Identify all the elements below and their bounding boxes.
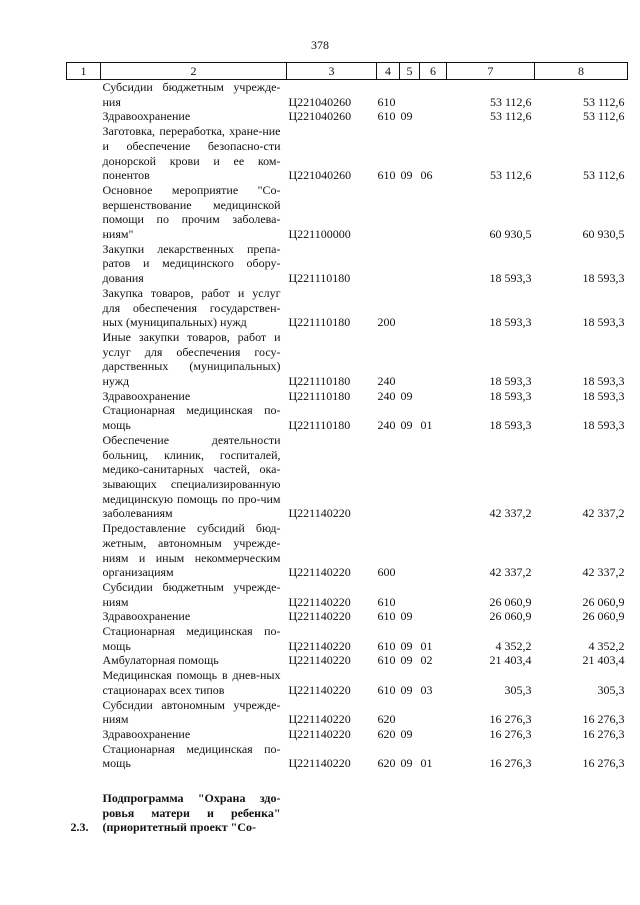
section-row: [67, 791, 628, 835]
section-title: Подпрограмма "Охрана здо-ровья матери и ребенка" (приоритетный проект "Со-: [102, 791, 281, 835]
row-v7: 53 112,6: [489, 94, 532, 109]
row-c5: 09: [400, 418, 413, 433]
row-v8: 21 403,4: [582, 653, 625, 668]
row-c5: [400, 698, 420, 727]
row-c6: [420, 433, 447, 521]
row-code: Ц221140220: [288, 726, 351, 741]
row-number-cell: [67, 286, 101, 330]
row-c4: 610: [377, 682, 396, 697]
column-header: 3: [287, 63, 377, 80]
row-number-cell: [67, 330, 101, 389]
column-header: 8: [535, 63, 628, 80]
row-v7: 26 060,9: [489, 609, 532, 624]
row-c5: [400, 433, 420, 521]
row-c4: 610: [377, 168, 396, 183]
row-number-cell: [67, 389, 101, 404]
row-name: Иные закупки товаров, работ и услуг для обеспечения госу-дарственных (муниципальных) нужд: [102, 329, 281, 389]
row-c4: 620: [377, 712, 396, 727]
row-c4: 610: [377, 609, 396, 624]
table-row: [67, 330, 628, 389]
row-c5: 09: [400, 109, 413, 124]
row-c5: [400, 286, 420, 330]
row-number-cell: [67, 727, 101, 742]
row-c5: 09: [400, 388, 413, 403]
row-v8: 53 112,6: [582, 109, 625, 124]
column-header: 4: [377, 63, 400, 80]
table-row: [67, 433, 628, 521]
row-number-cell: [67, 624, 101, 653]
row-name: Здравоохранение: [102, 109, 191, 124]
row-v8: 305,3: [597, 682, 625, 697]
row-c6: [420, 698, 447, 727]
row-c4: 610: [377, 594, 396, 609]
row-c4: 240: [377, 418, 396, 433]
row-name: Субсидии автономным учрежде-ниям: [102, 697, 281, 727]
row-name: Здравоохранение: [102, 388, 191, 403]
row-v8: 16 276,3: [582, 726, 625, 741]
column-header: 5: [400, 63, 420, 80]
row-name: Стационарная медицинская по-мощь: [102, 403, 281, 433]
table-row: [67, 242, 628, 286]
row-c5: 09: [400, 682, 413, 697]
row-code: Ц221040260: [288, 168, 352, 183]
row-code: Ц221140220: [288, 594, 351, 609]
row-name: Амбулаторная помощь: [102, 653, 219, 668]
table-row: [67, 521, 628, 580]
row-c6: 06: [420, 168, 433, 183]
row-v7: 26 060,9: [489, 594, 532, 609]
row-v7: 18 593,3: [489, 388, 532, 403]
row-v8: 26 060,9: [582, 609, 625, 624]
row-number-cell: [67, 183, 101, 242]
row-c6: [420, 109, 447, 124]
row-v8: 53 112,6: [582, 94, 625, 109]
row-c6: [420, 727, 447, 742]
row-number-cell: [67, 124, 101, 183]
row-v7: 18 593,3: [489, 315, 532, 330]
row-name: Основное мероприятие "Со-вершенствование медицинской помощи по прочим заболева-ниям": [102, 182, 281, 242]
table-row: [67, 580, 628, 609]
row-c6: 02: [420, 653, 433, 668]
row-code: Ц221110180: [288, 271, 351, 286]
row-v7: 42 337,2: [489, 565, 532, 580]
row-c5: 09: [400, 609, 413, 624]
table-row: [67, 389, 628, 404]
row-c4: 610: [377, 653, 396, 668]
row-code: Ц221110180: [288, 374, 351, 389]
row-code: Ц221140220: [288, 756, 351, 771]
row-v7: 18 593,3: [489, 374, 532, 389]
row-c4: 600: [377, 565, 396, 580]
row-c6: 01: [420, 638, 433, 653]
table-row: [67, 742, 628, 771]
row-v7: 16 276,3: [489, 756, 532, 771]
row-v8: 60 930,5: [582, 227, 625, 242]
column-header: 7: [447, 63, 535, 80]
row-c5: 09: [400, 168, 413, 183]
row-c5: 09: [400, 653, 413, 668]
row-name: Закупки лекарственных препа-ратов и медицинского обору-дования: [102, 241, 281, 286]
row-v8: 18 593,3: [582, 388, 625, 403]
column-header: 6: [420, 63, 447, 80]
row-v8: 26 060,9: [582, 594, 625, 609]
row-v8: 42 337,2: [582, 565, 625, 580]
table-row: [67, 80, 628, 110]
row-c5: [400, 330, 420, 389]
row-v8: 18 593,3: [582, 315, 625, 330]
row-number-cell: [67, 698, 101, 727]
row-v8: 18 593,3: [582, 374, 625, 389]
section-spacer: [67, 771, 628, 791]
row-v7: 305,3: [504, 682, 532, 697]
row-c5: [400, 580, 420, 609]
row-code: Ц221140220: [288, 565, 351, 580]
row-name: Закупка товаров, работ и услуг для обеспечения государствен-ных (муниципальных) нужд: [102, 285, 281, 330]
row-c6: 03: [420, 682, 433, 697]
row-v7: 16 276,3: [489, 712, 532, 727]
table-row: [67, 698, 628, 727]
row-v7: 18 593,3: [489, 418, 532, 433]
row-v7: 60 930,5: [489, 227, 532, 242]
table-row: [67, 624, 628, 653]
row-v8: 18 593,3: [582, 418, 625, 433]
row-name: Медицинская помощь в днев-ных стационарах всех типов: [102, 668, 281, 697]
row-c6: [420, 521, 447, 580]
row-code: Ц221140220: [288, 638, 351, 653]
table-row: [67, 609, 628, 624]
row-c4: [377, 433, 400, 521]
row-c5: 09: [400, 726, 413, 741]
row-v8: 53 112,6: [582, 168, 625, 183]
row-code: Ц221110180: [288, 418, 351, 433]
row-c6: [420, 609, 447, 624]
table-row: [67, 109, 628, 124]
row-code: Ц221040260: [288, 94, 352, 109]
table-row: [67, 727, 628, 742]
row-code: Ц221040260: [288, 109, 352, 124]
row-c5: [400, 521, 420, 580]
row-name: Стационарная медицинская по-мощь: [102, 741, 281, 771]
row-c4: [377, 242, 400, 286]
row-number-cell: [67, 80, 101, 110]
row-v7: 18 593,3: [489, 271, 532, 286]
row-code: Ц221140220: [288, 653, 351, 668]
row-c6: [420, 183, 447, 242]
row-v8: 18 593,3: [582, 271, 625, 286]
row-v8: 42 337,2: [582, 506, 625, 521]
row-number-cell: [67, 521, 101, 580]
table-row: [67, 124, 628, 183]
row-c5: 09: [400, 756, 413, 771]
table-header-row: [67, 63, 628, 80]
row-c6: [420, 330, 447, 389]
section-number: 2.3.: [70, 820, 89, 835]
row-number-cell: [67, 403, 101, 432]
row-v7: 42 337,2: [489, 506, 532, 521]
row-code: Ц221140220: [288, 609, 351, 624]
row-code: Ц221100000: [288, 227, 351, 242]
table-row: [67, 653, 628, 668]
row-c6: [420, 80, 447, 110]
row-name: Заготовка, переработка, хране-ние и обеспечение безопасно-сти донорской крови и ее ком-понентов: [102, 124, 281, 183]
table-row: [67, 668, 628, 697]
row-code: Ц221140220: [288, 506, 351, 521]
row-c4: 610: [377, 94, 396, 109]
table-row: [67, 403, 628, 432]
row-c4: 200: [377, 315, 396, 330]
column-header: 2: [101, 63, 287, 80]
row-number-cell: [67, 580, 101, 609]
row-c5: [400, 183, 420, 242]
table-row: [67, 183, 628, 242]
row-c6: [420, 580, 447, 609]
row-c5: [400, 80, 420, 110]
row-code: Ц221140220: [288, 712, 351, 727]
row-c4: 610: [377, 109, 396, 124]
row-v8: 16 276,3: [582, 712, 625, 727]
row-name: Субсидии бюджетным учрежде-ниям: [102, 579, 281, 609]
row-code: Ц221140220: [288, 682, 351, 697]
row-c4: 610: [377, 638, 396, 653]
row-name: Предоставление субсидий бюд-жетным, автономным учрежде-ниям и иным некоммерческим организациям: [102, 521, 281, 580]
row-v7: 53 112,6: [489, 109, 532, 124]
row-c5: [400, 242, 420, 286]
row-c6: 01: [420, 756, 433, 771]
row-c4: 620: [377, 726, 396, 741]
row-number-cell: [67, 742, 101, 771]
row-name: Здравоохранение: [102, 609, 191, 624]
row-number-cell: [67, 653, 101, 668]
row-v7: 53 112,6: [489, 168, 532, 183]
row-number-cell: [67, 433, 101, 521]
budget-table: [66, 62, 628, 835]
row-c6: [420, 389, 447, 404]
row-v7: 21 403,4: [489, 653, 532, 668]
row-c4: [377, 183, 400, 242]
column-header: 1: [67, 63, 101, 80]
row-c4: 240: [377, 388, 396, 403]
row-number-cell: [67, 242, 101, 286]
row-v7: 4 352,2: [495, 638, 532, 653]
row-c6: [420, 286, 447, 330]
row-c5: 09: [400, 638, 413, 653]
row-name: Здравоохранение: [102, 726, 191, 741]
row-number-cell: [67, 609, 101, 624]
row-code: Ц221110180: [288, 388, 351, 403]
row-name: Субсидии бюджетным учрежде-ния: [102, 80, 281, 109]
row-v8: 16 276,3: [582, 756, 625, 771]
page-number: 378: [311, 38, 329, 52]
row-name: Обеспечение деятельности больниц, клиник, госпиталей, медико-санитарных частей, ока-зывающих специализированную медицинскую помощь по про-чим заболеваниям: [102, 432, 281, 521]
row-c6: 01: [420, 418, 433, 433]
row-c4: 620: [377, 756, 396, 771]
row-c4: 240: [377, 374, 396, 389]
row-c6: [420, 242, 447, 286]
row-name: Стационарная медицинская по-мощь: [102, 624, 281, 653]
row-number-cell: [67, 668, 101, 697]
row-number-cell: [67, 109, 101, 124]
row-v8: 4 352,2: [588, 638, 625, 653]
table-row: [67, 286, 628, 330]
row-code: Ц221110180: [288, 315, 351, 330]
row-v7: 16 276,3: [489, 726, 532, 741]
